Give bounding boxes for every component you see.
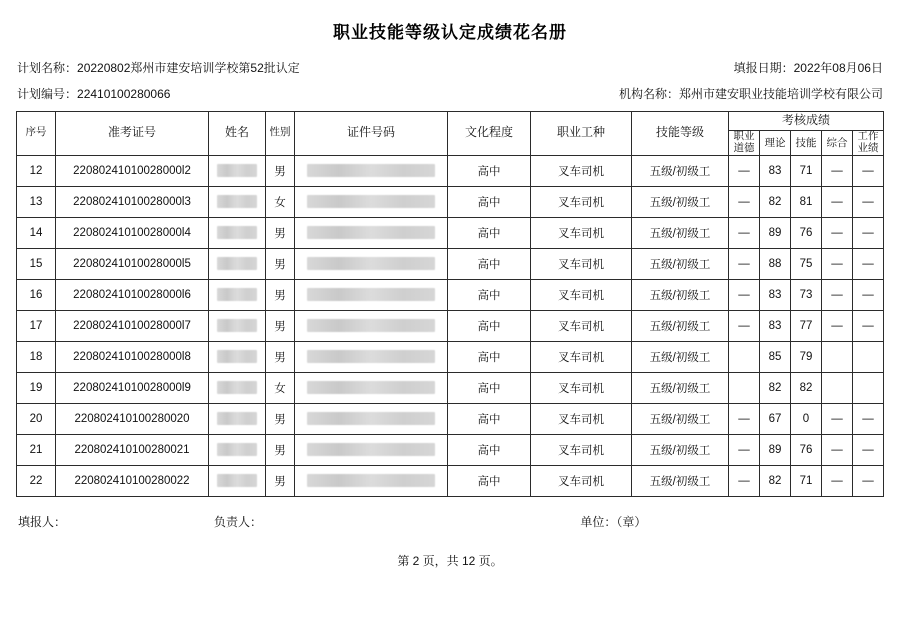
cell-gender: 男 [266, 310, 295, 341]
cell-comprehensive: — [822, 248, 853, 279]
cell-work-performance: — [853, 217, 884, 248]
cell-gender: 男 [266, 465, 295, 496]
cell-ticket-no: 220802410100280022 [56, 465, 209, 496]
cell-ticket-no: 220802410100280021 [56, 434, 209, 465]
report-date [734, 59, 883, 76]
cell-skill-level: 五级/初级工 [632, 155, 729, 186]
cell-seq: 16 [17, 279, 56, 310]
table-row [17, 465, 884, 496]
cell-name [209, 372, 266, 403]
cell-skill: 79 [791, 341, 822, 372]
cell-name-redacted [217, 288, 257, 301]
cell-name-redacted [217, 226, 257, 239]
cell-work-performance: — [853, 434, 884, 465]
cell-education: 高中 [448, 217, 531, 248]
cell-name [209, 155, 266, 186]
plan-code-label: 计划编号： [17, 87, 78, 101]
cell-name [209, 217, 266, 248]
plan-code [17, 85, 170, 102]
cell-id-number [295, 155, 448, 186]
cell-work-performance: — [853, 465, 884, 496]
cell-theory: 82 [760, 186, 791, 217]
footer-responsible: 负责人： [214, 514, 263, 529]
cell-education: 高中 [448, 279, 531, 310]
cell-ethics [729, 372, 760, 403]
cell-ethics: — [729, 217, 760, 248]
table-row [17, 248, 884, 279]
cell-ethics: — [729, 465, 760, 496]
cell-name-redacted [217, 257, 257, 270]
cell-skill: 77 [791, 310, 822, 341]
cell-skill: 76 [791, 217, 822, 248]
cell-ethics: — [729, 434, 760, 465]
cell-comprehensive: — [822, 279, 853, 310]
cell-id-number [295, 465, 448, 496]
cell-skill-level: 五级/初级工 [632, 341, 729, 372]
cell-skill-level: 五级/初级工 [632, 403, 729, 434]
header-education: 文化程度 [448, 112, 531, 156]
cell-id-number-redacted [307, 195, 435, 208]
cell-name [209, 341, 266, 372]
cell-theory: 83 [760, 279, 791, 310]
cell-gender: 女 [266, 186, 295, 217]
cell-gender: 男 [266, 403, 295, 434]
cell-id-number-redacted [307, 381, 435, 394]
cell-ethics: — [729, 279, 760, 310]
cell-education: 高中 [448, 465, 531, 496]
cell-occupation: 叉车司机 [531, 186, 632, 217]
cell-education: 高中 [448, 155, 531, 186]
cell-theory: 89 [760, 217, 791, 248]
cell-skill: 0 [791, 403, 822, 434]
cell-id-number-redacted [307, 319, 435, 332]
cell-name-redacted [217, 474, 257, 487]
cell-skill-level: 五级/初级工 [632, 217, 729, 248]
cell-theory: 85 [760, 341, 791, 372]
footer-signature-row [16, 513, 884, 530]
cell-seq: 12 [17, 155, 56, 186]
cell-name-redacted [217, 164, 257, 177]
cell-occupation: 叉车司机 [531, 217, 632, 248]
cell-comprehensive: — [822, 217, 853, 248]
cell-name-redacted [217, 443, 257, 456]
cell-name-redacted [217, 412, 257, 425]
cell-gender: 男 [266, 248, 295, 279]
cell-seq: 18 [17, 341, 56, 372]
cell-id-number [295, 310, 448, 341]
cell-ticket-no: 22080241010028000l7 [56, 310, 209, 341]
cell-comprehensive: — [822, 465, 853, 496]
cell-theory: 83 [760, 155, 791, 186]
cell-name [209, 465, 266, 496]
cell-occupation: 叉车司机 [531, 403, 632, 434]
cell-occupation: 叉车司机 [531, 465, 632, 496]
cell-education: 高中 [448, 248, 531, 279]
plan-name-label: 计划名称： [17, 61, 78, 75]
cell-education: 高中 [448, 341, 531, 372]
roster-table [16, 111, 884, 497]
cell-ticket-no: 22080241010028000l8 [56, 341, 209, 372]
header-skill: 技能 [791, 131, 822, 156]
cell-ticket-no: 22080241010028000l6 [56, 279, 209, 310]
cell-skill: 71 [791, 155, 822, 186]
cell-gender: 女 [266, 372, 295, 403]
header-work-performance: 工作业绩 [853, 131, 884, 156]
cell-name-redacted [217, 350, 257, 363]
cell-ethics: — [729, 186, 760, 217]
cell-id-number-redacted [307, 288, 435, 301]
cell-id-number [295, 434, 448, 465]
cell-skill-level: 五级/初级工 [632, 372, 729, 403]
cell-ticket-no: 22080241010028000l4 [56, 217, 209, 248]
org-name [619, 85, 883, 102]
cell-theory: 82 [760, 465, 791, 496]
cell-occupation: 叉车司机 [531, 341, 632, 372]
header-seq: 序号 [17, 112, 56, 156]
meta-row-plan [17, 59, 883, 76]
cell-education: 高中 [448, 186, 531, 217]
cell-gender: 男 [266, 434, 295, 465]
cell-theory: 83 [760, 310, 791, 341]
header-occupation: 职业工种 [531, 112, 632, 156]
cell-occupation: 叉车司机 [531, 248, 632, 279]
cell-id-number [295, 403, 448, 434]
cell-gender: 男 [266, 217, 295, 248]
cell-education: 高中 [448, 403, 531, 434]
cell-name [209, 434, 266, 465]
cell-skill-level: 五级/初级工 [632, 310, 729, 341]
table-row [17, 341, 884, 372]
header-comprehensive: 综合 [822, 131, 853, 156]
cell-theory: 67 [760, 403, 791, 434]
cell-theory: 82 [760, 372, 791, 403]
header-ethics: 职业道德 [729, 131, 760, 156]
table-row [17, 279, 884, 310]
page-number: 第 2 页，共 12 页。 [397, 553, 503, 568]
org-name-label: 机构名称： [618, 87, 679, 101]
cell-occupation: 叉车司机 [531, 279, 632, 310]
cell-skill-level: 五级/初级工 [632, 186, 729, 217]
header-exam-results: 考核成绩 [729, 112, 884, 131]
cell-name-redacted [217, 381, 257, 394]
table-row [17, 155, 884, 186]
header-gender: 性别 [266, 112, 295, 156]
cell-comprehensive: — [822, 403, 853, 434]
cell-skill: 75 [791, 248, 822, 279]
header-skill-level: 技能等级 [632, 112, 729, 156]
header-theory: 理论 [760, 131, 791, 156]
cell-id-number [295, 248, 448, 279]
cell-ethics: — [729, 155, 760, 186]
cell-occupation: 叉车司机 [531, 372, 632, 403]
cell-comprehensive: — [822, 186, 853, 217]
report-date-label: 填报日期： [733, 61, 794, 75]
cell-education: 高中 [448, 372, 531, 403]
cell-name [209, 279, 266, 310]
org-name-value: 郑州市建安职业技能培训学校有限公司 [678, 87, 883, 101]
cell-comprehensive [822, 372, 853, 403]
header-name: 姓名 [209, 112, 266, 156]
cell-gender: 男 [266, 155, 295, 186]
cell-skill: 71 [791, 465, 822, 496]
cell-ethics [729, 341, 760, 372]
cell-education: 高中 [448, 310, 531, 341]
cell-id-number-redacted [307, 474, 435, 487]
cell-seq: 20 [17, 403, 56, 434]
cell-education: 高中 [448, 434, 531, 465]
cell-name [209, 248, 266, 279]
cell-seq: 14 [17, 217, 56, 248]
table-row [17, 372, 884, 403]
cell-work-performance: — [853, 155, 884, 186]
footer-reporter: 填报人： [18, 514, 67, 529]
cell-seq: 19 [17, 372, 56, 403]
cell-occupation: 叉车司机 [531, 310, 632, 341]
cell-work-performance: — [853, 310, 884, 341]
table-row [17, 434, 884, 465]
cell-skill: 76 [791, 434, 822, 465]
plan-name-value: 20220802郑州市建安培训学校第52批认定 [77, 61, 300, 75]
cell-comprehensive: — [822, 155, 853, 186]
cell-id-number-redacted [307, 164, 435, 177]
cell-ticket-no: 22080241010028000l5 [56, 248, 209, 279]
cell-ethics: — [729, 248, 760, 279]
cell-work-performance: — [853, 186, 884, 217]
page-title: 职业技能等级认定成绩花名册 [333, 23, 567, 42]
cell-id-number-redacted [307, 412, 435, 425]
cell-ethics: — [729, 403, 760, 434]
plan-name [17, 59, 300, 76]
cell-id-number [295, 372, 448, 403]
table-row [17, 217, 884, 248]
table-header-row-1 [17, 112, 884, 131]
report-date-value: 2022年08月06日 [793, 61, 883, 75]
cell-occupation: 叉车司机 [531, 434, 632, 465]
cell-id-number-redacted [307, 443, 435, 456]
cell-name-redacted [217, 319, 257, 332]
cell-skill: 82 [791, 372, 822, 403]
cell-skill-level: 五级/初级工 [632, 465, 729, 496]
cell-seq: 21 [17, 434, 56, 465]
cell-id-number [295, 186, 448, 217]
cell-ethics: — [729, 310, 760, 341]
cell-ticket-no: 220802410100280020 [56, 403, 209, 434]
table-row [17, 310, 884, 341]
cell-work-performance [853, 341, 884, 372]
cell-name-redacted [217, 195, 257, 208]
cell-seq: 22 [17, 465, 56, 496]
cell-occupation: 叉车司机 [531, 155, 632, 186]
cell-skill: 81 [791, 186, 822, 217]
cell-ticket-no: 22080241010028000l9 [56, 372, 209, 403]
cell-theory: 89 [760, 434, 791, 465]
cell-ticket-no: 22080241010028000l3 [56, 186, 209, 217]
table-header [17, 112, 884, 156]
cell-name [209, 186, 266, 217]
table-row [17, 186, 884, 217]
header-ticket-no: 准考证号 [56, 112, 209, 156]
cell-seq: 17 [17, 310, 56, 341]
cell-comprehensive [822, 341, 853, 372]
table-body [17, 155, 884, 496]
footer-unit: 单位：（章） [580, 514, 647, 529]
cell-id-number [295, 279, 448, 310]
cell-id-number-redacted [307, 257, 435, 270]
cell-ticket-no: 22080241010028000l2 [56, 155, 209, 186]
cell-id-number-redacted [307, 226, 435, 239]
cell-id-number [295, 217, 448, 248]
cell-theory: 88 [760, 248, 791, 279]
cell-name [209, 310, 266, 341]
cell-id-number [295, 341, 448, 372]
cell-work-performance: — [853, 279, 884, 310]
cell-work-performance: — [853, 248, 884, 279]
cell-comprehensive: — [822, 310, 853, 341]
cell-gender: 男 [266, 341, 295, 372]
cell-skill: 73 [791, 279, 822, 310]
table-row [17, 403, 884, 434]
meta-row-org [17, 85, 883, 102]
cell-work-performance: — [853, 403, 884, 434]
header-id-number: 证件号码 [295, 112, 448, 156]
cell-skill-level: 五级/初级工 [632, 279, 729, 310]
cell-name [209, 403, 266, 434]
cell-skill-level: 五级/初级工 [632, 248, 729, 279]
cell-comprehensive: — [822, 434, 853, 465]
plan-code-value: 22410100280066 [77, 87, 171, 101]
cell-skill-level: 五级/初级工 [632, 434, 729, 465]
cell-seq: 15 [17, 248, 56, 279]
cell-gender: 男 [266, 279, 295, 310]
cell-id-number-redacted [307, 350, 435, 363]
cell-seq: 13 [17, 186, 56, 217]
cell-work-performance [853, 372, 884, 403]
